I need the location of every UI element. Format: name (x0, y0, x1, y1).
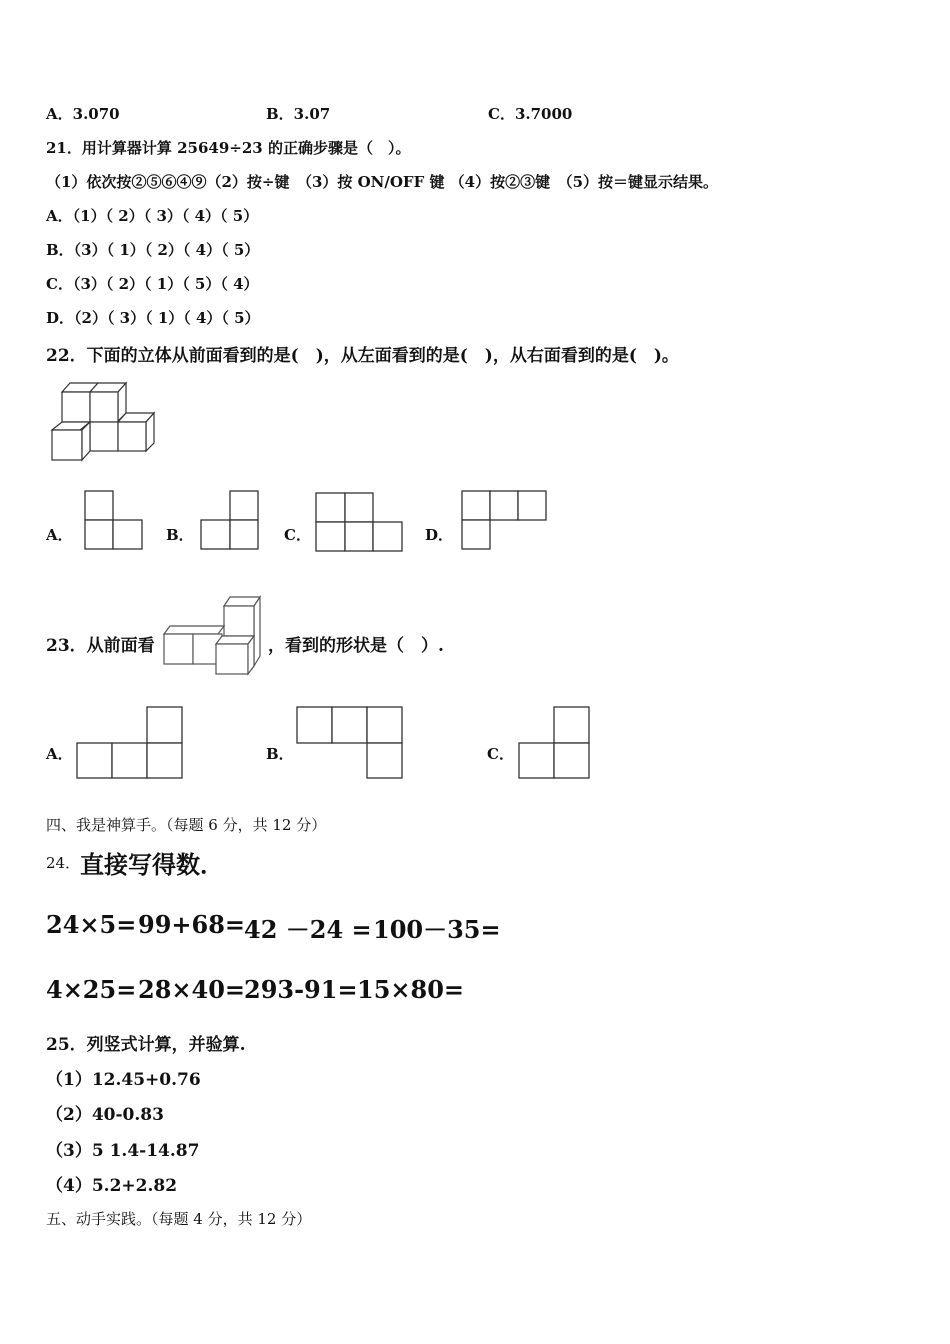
q25-stem: 25．列竖式计算，并验算. (46, 1035, 246, 1055)
q22-option-c-label[interactable]: C． (284, 526, 311, 544)
q22-option-a-figure[interactable] (85, 490, 145, 552)
q21-option-d[interactable]: D．（2）（ 3）（ 1）（ 4）（ 5） (46, 309, 260, 327)
section4-title: 四、我是神算手。（每题 6 分，共 12 分） (46, 816, 327, 834)
q20-option-b[interactable]: B．3.07 (266, 105, 331, 123)
q22-stem: 22．下面的立体从前面看到的是( )，从左面看到的是( )，从右面看到的是( )。 (46, 346, 679, 366)
q21-option-b[interactable]: B．（3）（ 1）（ 2）（ 4）（ 5） (46, 241, 260, 259)
q23-option-a-label[interactable]: A． (46, 745, 73, 763)
q22-option-b-figure[interactable] (201, 490, 261, 552)
q22-option-c-figure[interactable] (315, 492, 405, 554)
q25-item-3: （3）5 1.4-14.87 (46, 1141, 200, 1161)
q25-item-1: （1）12.45+0.76 (46, 1070, 201, 1090)
q25-item-2: （2）40-0.83 (46, 1105, 164, 1125)
q24-item-5: 4×25= (46, 975, 137, 1004)
q24-item-1: 24×5= (46, 910, 137, 939)
q23-option-b-label[interactable]: B． (266, 745, 294, 763)
q21-steps: （1）依次按②⑤⑥④⑨（2）按÷键 （3）按 ON/OFF 键 （4）按②③键 （5）按＝键显示结果。 (46, 173, 719, 191)
q24-item-2: 99+68= (138, 910, 246, 939)
q22-option-d-label[interactable]: D． (425, 526, 454, 544)
q23-option-c-label[interactable]: C． (487, 745, 514, 763)
q22-option-b-label[interactable]: B． (166, 526, 194, 544)
q23-option-a-figure[interactable] (76, 706, 186, 782)
q24-item-6: 28×40= (138, 975, 246, 1004)
section5-title: 五、动手实践。（每题 4 分，共 12 分） (46, 1210, 312, 1228)
q25-item-4: （4）5.2+2.82 (46, 1176, 178, 1196)
q24-number: 24． (46, 854, 81, 872)
q24-item-8: 15×80= (357, 975, 465, 1004)
q23-stem-suffix: ，看到的形状是（ ）. (268, 636, 444, 656)
q20-option-a[interactable]: A．3.070 (46, 105, 120, 123)
q24-item-7: 293-91= (244, 975, 358, 1004)
q21-option-c[interactable]: C．（3）（ 2）（ 1）（ 5）（ 4） (46, 275, 259, 293)
q22-option-a-label[interactable]: A． (46, 526, 73, 544)
q22-option-d-figure[interactable] (461, 490, 551, 552)
q24-item-3: 42 －24 = (244, 915, 372, 944)
q24-title: 直接写得数． (80, 850, 224, 879)
q24-item-4: 100－35= (373, 915, 501, 944)
q23-option-c-figure[interactable] (518, 706, 594, 782)
q23-stem-prefix: 23．从前面看 (46, 636, 155, 656)
q22-solid-figure (48, 380, 163, 465)
q23-option-b-figure[interactable] (296, 706, 406, 782)
q21-option-a[interactable]: A．（1）（ 2）（ 3）（ 4）（ 5） (46, 207, 259, 225)
q23-solid-figure (160, 594, 270, 680)
q20-option-c[interactable]: C．3.7000 (488, 105, 573, 123)
q21-stem: 21．用计算器计算 25649÷23 的正确步骤是（ ）。 (46, 139, 411, 157)
